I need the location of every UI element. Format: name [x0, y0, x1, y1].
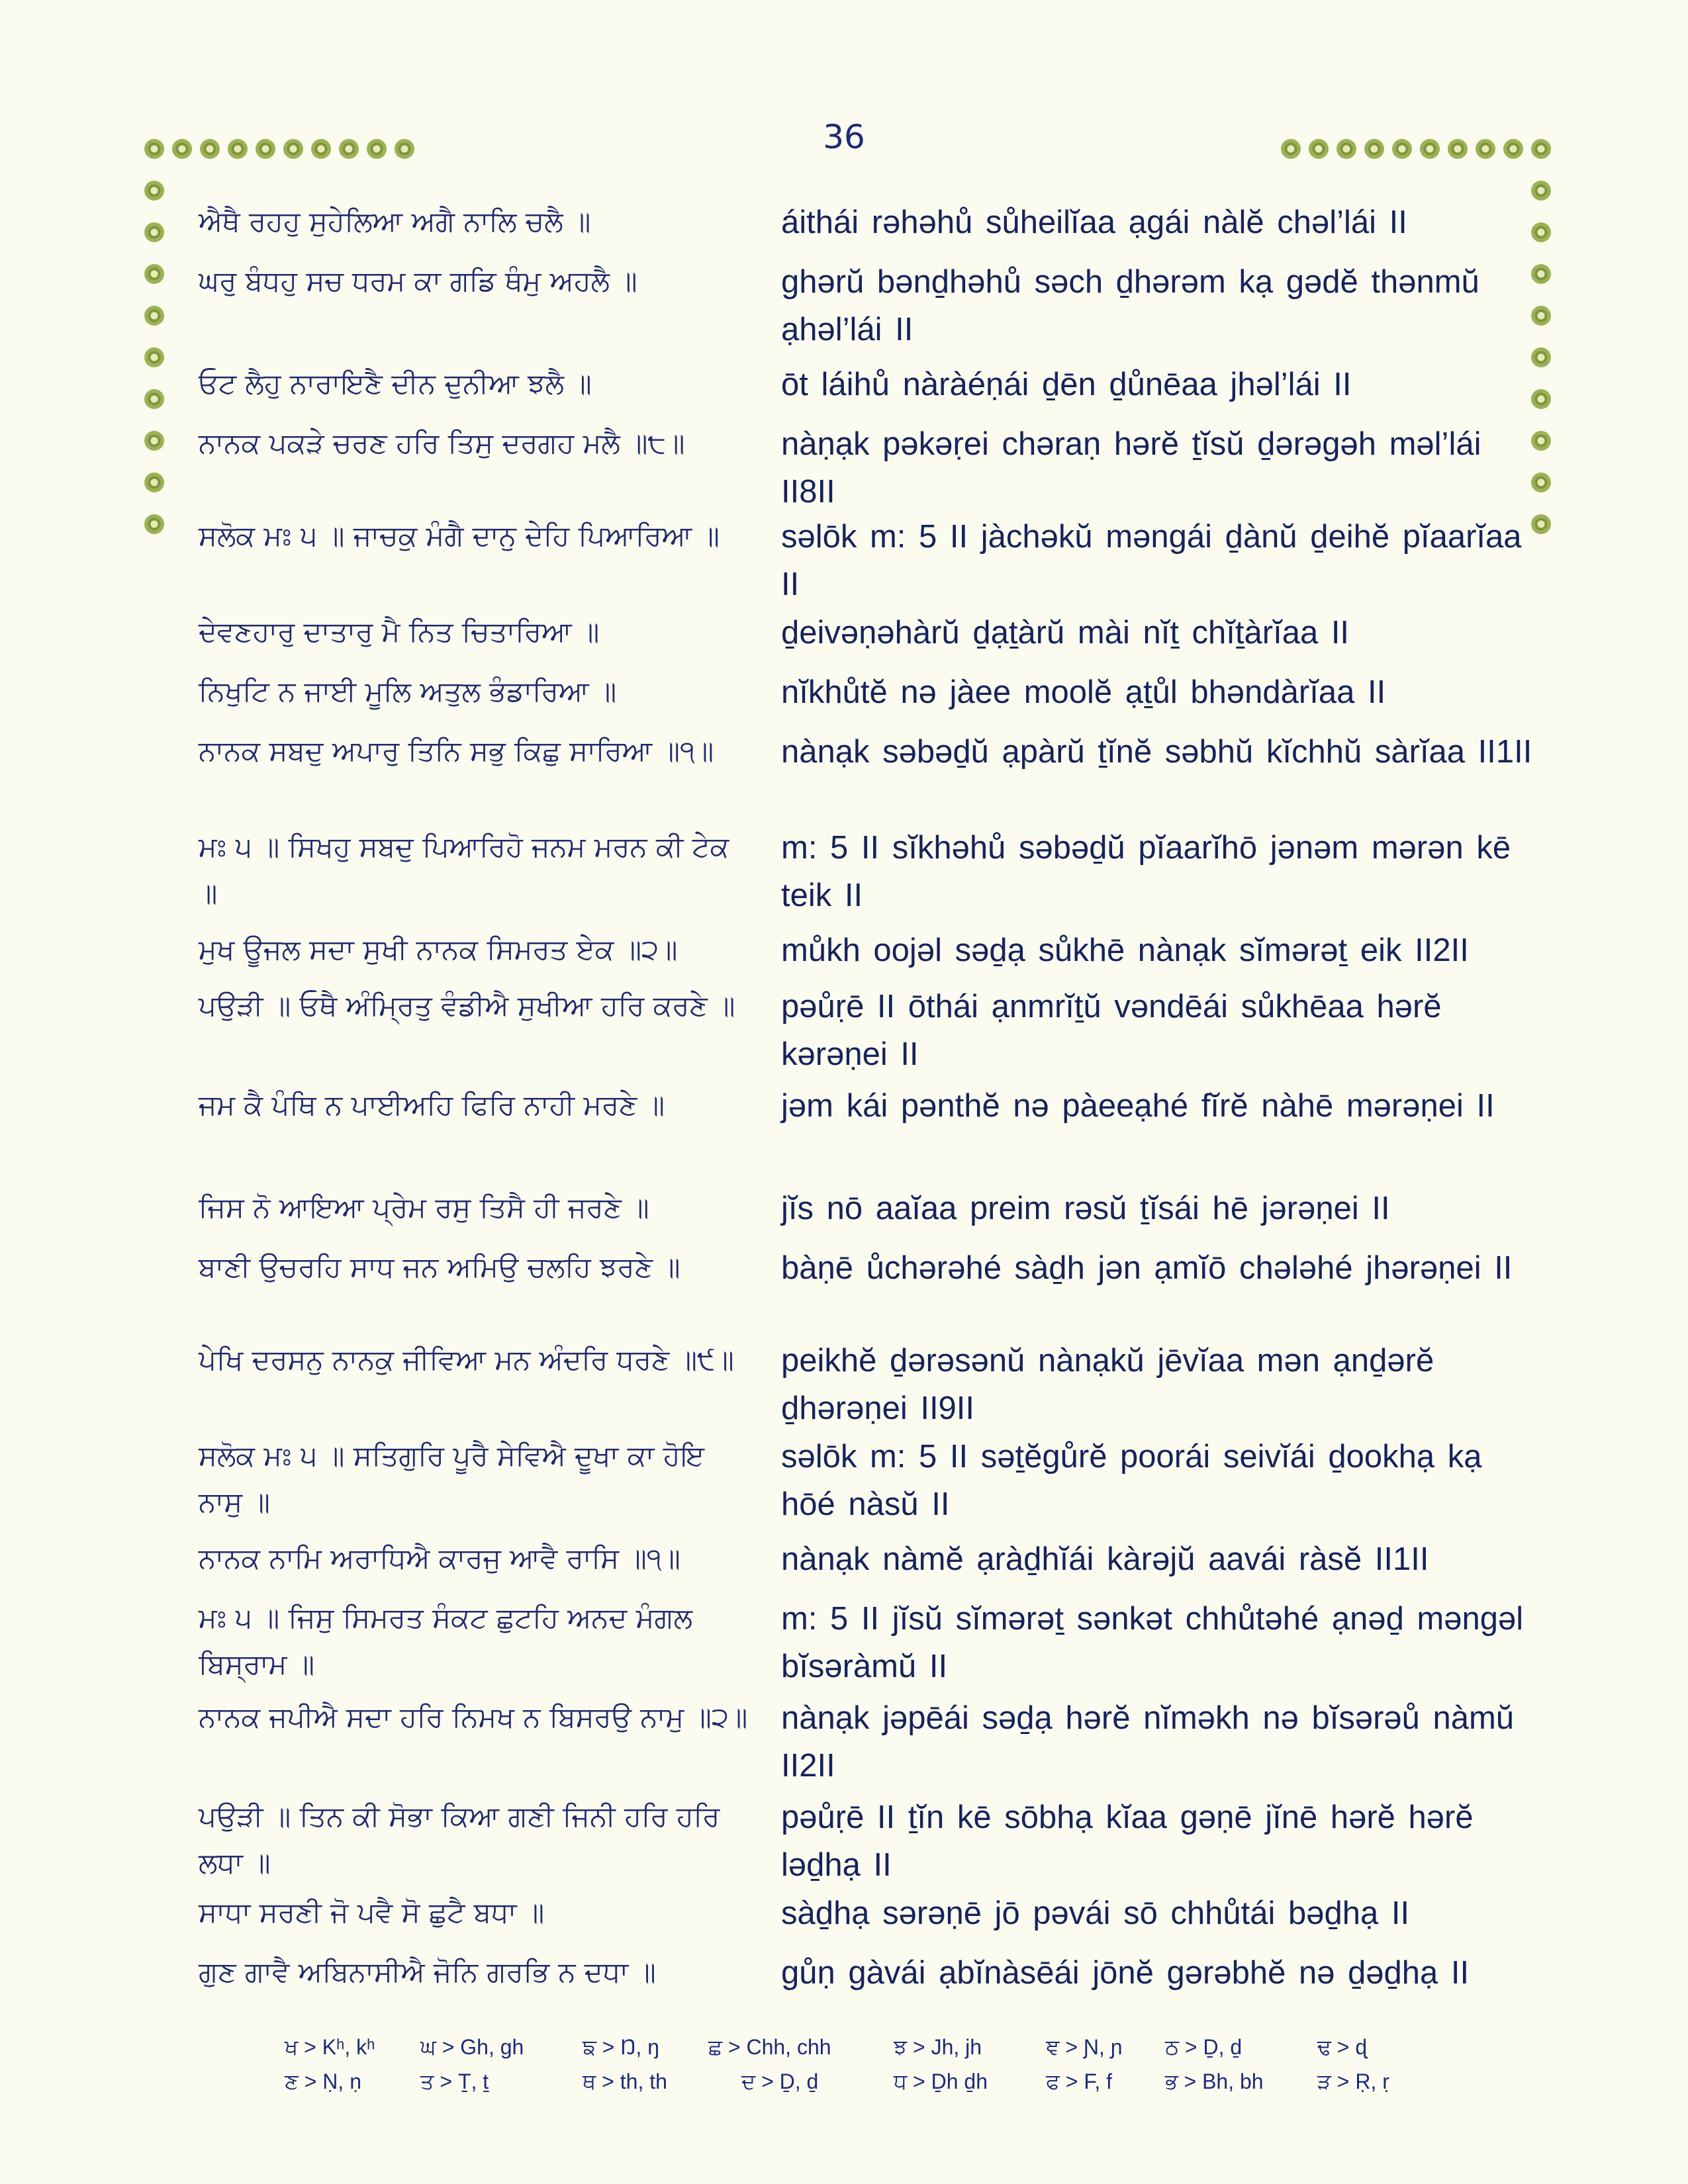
transliteration-line: ghərŭ bənḏhəhů səch ḏhərəm kạ gədĕ thənmŭ ạhəl’lái II — [781, 264, 1479, 347]
flower-ornament-icon — [144, 139, 164, 159]
transliteration-line: nànạk nàmĕ ạràḏhĭái kàrəjŭ aavái ràsĕ II1II — [781, 1541, 1429, 1577]
legend-item: ਧ > Ḏh ḏh — [894, 2070, 988, 2093]
flower-ornament-icon — [395, 139, 414, 159]
transliteration-line: jəm kái pənthĕ nə pàeeạhé fĭrĕ nàhē mərəṇei II — [781, 1088, 1495, 1124]
transliteration-line: jĭs nō aaĭaa preim rəsŭ ṯĭsái hē jərəṇei II — [781, 1191, 1390, 1226]
flower-ornament-icon — [283, 139, 303, 159]
flower-ornament-icon — [1448, 139, 1468, 159]
flower-ornament-icon — [228, 139, 248, 159]
transliteration-line: səlōk m: 5 II səṯĕgůrĕ poorái seivĭái ḏookhạ kạ hōé nàsŭ II — [781, 1439, 1482, 1522]
transliteration-line: nàṇạk pəkəṛei chəraṇ hərĕ ṯĭsŭ ḏərəgəh məl’lái II8II — [781, 426, 1481, 510]
transliteration-line: səlōk m: 5 II jàchəkŭ məngái ḏànŭ ḏeihĕ pĭaarĭaa II — [781, 519, 1522, 602]
transliteration-line: m: 5 II jĭsŭ sĭmərəṯ sənkət chhůtəhé ạnəḏ məngəl bĭsəràmŭ II — [781, 1601, 1524, 1684]
gurmukhi-line: ਨਾਨਕ ਨਾਮਿ ਅਰਾਧਿਐ ਕਾਰਜੁ ਆਵੈ ਰਾਸਿ ॥੧॥ — [199, 1542, 680, 1574]
transliteration-line: nĭkhůtĕ nə jàee moolĕ ạṯůl bhəndàrĭaa II — [781, 674, 1386, 710]
legend-item: ਢ > ɖ — [1317, 2035, 1368, 2059]
legend-item: ੜ > Ṛ, ṛ — [1317, 2070, 1389, 2093]
flower-ornament-icon — [144, 431, 164, 451]
flower-ornament-icon — [1503, 139, 1523, 159]
flower-ornament-icon — [144, 181, 164, 201]
legend-item: ਫ > F, f — [1046, 2070, 1113, 2093]
page-number: 36 — [823, 118, 865, 156]
flower-ornament-icon — [144, 514, 164, 534]
flower-ornament-icon — [1531, 139, 1551, 159]
gurmukhi-line: ਨਿਖੁਟਿ ਨ ਜਾਈ ਮੂਲਿ ਅਤੁਲ ਭੰਡਾਰਿਆ ॥ — [199, 675, 617, 707]
flower-ornament-icon — [1531, 181, 1551, 201]
flower-ornament-icon — [144, 264, 164, 284]
gurmukhi-line: ਸਲੋਕ ਮਃ ੫ ॥ ਜਾਚਕੁ ਮੰਗੈ ਦਾਨੁ ਦੇਹਿ ਪਿਆਰਿਆ ॥ — [199, 520, 720, 552]
legend-item: ਥ > th, th — [583, 2070, 667, 2093]
gurmukhi-line: ਬਾਣੀ ਉਚਰਹਿ ਸਾਧ ਜਨ ਅਮਿਉ ਚਲਹਿ ਝਰਣੇ ॥ — [199, 1251, 680, 1283]
transliteration-line: ḏeivəṇəhàrŭ ḏạṯàrŭ mài nĭṯ chĭṯàrĭaa II — [781, 615, 1350, 651]
gurmukhi-line: ਸਾਧਾ ਸਰਣੀ ਜੋ ਪਵੈ ਸੋ ਛੁਟੈ ਬਧਾ ॥ — [199, 1896, 545, 1929]
flower-ornament-icon — [144, 222, 164, 242]
gurmukhi-line: ਪਉੜੀ ॥ ਤਿਨ ਕੀ ਸੋਭਾ ਕਿਆ ਗਣੀ ਜਿਨੀ ਹਰਿ ਹਰਿ ਲਧਾ ॥ — [199, 1800, 720, 1879]
gurmukhi-line: ਪਉੜੀ ॥ ਓਥੈ ਅੰਮ੍ਰਿਤੁ ਵੰਡੀਐ ਸੁਖੀਆ ਹਰਿ ਕਰਣੇ ॥ — [199, 989, 735, 1022]
gurmukhi-line: ਨਾਨਕ ਜਪੀਐ ਸਦਾ ਹਰਿ ਨਿਮਖ ਨ ਬਿਸਰਉ ਨਾਮੁ ॥੨॥ — [199, 1701, 748, 1733]
legend-item: ਤ > Ṯ, ṯ — [420, 2070, 489, 2093]
transliteration-line: peikhĕ ḏərəsənŭ nànạkŭ jēvĭaa mən ạnḏərĕ ḏhərəṇei II9II — [781, 1343, 1434, 1426]
flower-ornament-icon — [367, 139, 387, 159]
legend-item: ਘ > Gh, gh — [420, 2035, 524, 2059]
transliteration-line: sàḏhạ sərəṇē jō pəvái sō chhůtái bəḏhạ II — [781, 1895, 1410, 1931]
gurmukhi-line: ਸਲੋਕ ਮਃ ੫ ॥ ਸਤਿਗੁਰਿ ਪੂਰੈ ਸੇਵਿਐ ਦੂਖਾ ਕਾ ਹੋਇ ਨਾਸੁ ॥ — [199, 1439, 705, 1518]
flower-ornament-icon — [1309, 139, 1329, 159]
flower-ornament-icon — [1392, 139, 1412, 159]
legend-item: ਠ > Ḏ, ḏ — [1165, 2035, 1243, 2059]
transliteration-line: pəůṛē II ōthái ạnmrĭṯŭ vəndēái sůkhēaa hərĕ kərəṇei II — [781, 989, 1442, 1072]
flower-ornament-icon — [172, 139, 192, 159]
flower-ornament-icon — [144, 306, 164, 326]
transliteration-line: pəůṛē II ṯĭn kē sōbhạ kĭaa gəṇē jĭnē hərĕ hərĕ ləḏhạ II — [781, 1799, 1474, 1883]
flower-ornament-icon — [1281, 139, 1301, 159]
gurmukhi-line: ਮਃ ੫ ॥ ਸਿਖਹੁ ਸਬਦੁ ਪਿਆਰਿਹੋ ਜਨਮ ਮਰਨ ਕੀ ਟੇਕ ॥ — [199, 831, 729, 909]
flower-ornament-icon — [144, 347, 164, 367]
legend-item: ਦ > Ḏ, ḏ — [741, 2070, 819, 2093]
legend-item: ਝ > Jh, jh — [894, 2035, 982, 2059]
gurmukhi-line: ਜਮ ਕੈ ਪੰਥਿ ਨ ਪਾਈਅਹਿ ਫਿਰਿ ਨਾਹੀ ਮਰਣੇ ॥ — [199, 1089, 665, 1121]
legend-item: ਙ > Ŋ, ŋ — [583, 2035, 659, 2059]
transliteration-line: nànạk səbəḏŭ ạpàrŭ ṯĭnĕ səbhŭ kĭchhŭ sàrĭaa II1II — [781, 734, 1532, 770]
transliteration-line: můkh oojəl səḏạ sůkhē nànạk sĭmərəṯ eik II2II — [781, 933, 1469, 968]
transliteration-line: nànạk jəpēái səḏạ hərĕ nĭməkh nə bĭsərəů nàmŭ II2II — [781, 1700, 1515, 1784]
flower-ornament-icon — [1364, 139, 1384, 159]
flower-ornament-icon — [144, 389, 164, 409]
flower-ornament-icon — [311, 139, 331, 159]
transliteration-line: ōt láihů nàràéṇái ḏēn ḏůnēaa jhəl’lái II — [781, 367, 1352, 402]
legend-item: ਞ > Ɲ, ɲ — [1046, 2035, 1123, 2059]
flower-ornament-icon — [200, 139, 220, 159]
legend-item: ਛ > Chh, chh — [708, 2035, 831, 2059]
flower-ornament-icon — [339, 139, 359, 159]
legend-item: ਭ > Bh, bh — [1165, 2070, 1264, 2093]
gurmukhi-line: ਮਃ ੫ ॥ ਜਿਸੁ ਸਿਮਰਤ ਸੰਕਟ ਛੁਟਹਿ ਅਨਦ ਮੰਗਲ ਬਿਸ੍ਰਾਮ ॥ — [199, 1602, 692, 1680]
gurmukhi-line: ਮੁਖ ਊਜਲ ਸਦਾ ਸੁਖੀ ਨਾਨਕ ਸਿਮਰਤ ਏਕ ॥੨॥ — [199, 933, 678, 966]
gurmukhi-line: ਓਟ ਲੈਹੁ ਨਾਰਾਇਣੈ ਦੀਨ ਦੁਨੀਆ ਝਲੈ ॥ — [199, 367, 592, 400]
gurmukhi-line: ਨਾਨਕ ਸਬਦੁ ਅਪਾਰੁ ਤਿਨਿ ਸਭੁ ਕਿਛੁ ਸਾਰਿਆ ॥੧॥ — [199, 735, 714, 767]
transliteration-line: gůṇ gàvái ạbĭnàsēái jōnĕ gərəbhĕ nə ḏəḏhạ II — [781, 1955, 1470, 1991]
flower-ornament-icon — [1336, 139, 1356, 159]
gurmukhi-line: ਦੇਵਣਹਾਰੁ ਦਾਤਾਰੁ ਮੈ ਨਿਤ ਚਿਤਾਰਿਆ ॥ — [199, 615, 600, 648]
legend-item: ਖ > Kʰ, kʰ — [285, 2035, 375, 2059]
transliteration-line: m: 5 II sĭkhəhů səbəḏŭ pĭaarĭhō jənəm mərən kē teik II — [781, 830, 1511, 913]
gurmukhi-line: ਜਿਸ ਨੋ ਆਇਆ ਪ੍ਰੇਮ ਰਸੁ ਤਿਸੈ ਹੀ ਜਰਣੇ ॥ — [199, 1191, 649, 1224]
gurmukhi-line: ਨਾਨਕ ਪਕੜੇ ਚਰਣ ਹਰਿ ਤਿਸੁ ਦਰਗਹ ਮਲੈ ॥੮॥ — [199, 427, 685, 459]
flower-ornament-icon — [256, 139, 275, 159]
transliteration-line: bàṇē ůchərəhé sàḏh jən ạmĭō chələhé jhərəṇei II — [781, 1250, 1513, 1286]
gurmukhi-line: ਐਥੈ ਰਹਹੁ ਸੁਹੇਲਿਆ ਅਗੈ ਨਾਲਿ ਚਲੈ ॥ — [199, 205, 591, 238]
transliteration-line: áithái rəhəhů sůheilĭaa ạgái nàlĕ chəl’lái II — [781, 205, 1407, 240]
legend-item: ਣ > Ṇ, ṇ — [285, 2070, 361, 2093]
flower-ornament-icon — [1420, 139, 1440, 159]
flower-ornament-icon — [144, 473, 164, 492]
gurmukhi-line: ਘਰੁ ਬੰਧਹੁ ਸਚ ਧਰਮ ਕਾ ਗਡਿ ਥੰਮੁ ਅਹਲੈ ॥ — [199, 265, 637, 297]
gurmukhi-line: ਪੇਖਿ ਦਰਸਨੁ ਨਾਨਕੁ ਜੀਵਿਆ ਮਨ ਅੰਦਰਿ ਧਰਣੇ ॥੯॥ — [199, 1343, 734, 1376]
gurmukhi-line: ਗੁਣ ਗਾਵੈ ਅਬਿਨਾਸੀਐ ਜੋਨਿ ਗਰਭਿ ਨ ਦਧਾ ॥ — [199, 1956, 656, 1988]
flower-ornament-icon — [1476, 139, 1495, 159]
